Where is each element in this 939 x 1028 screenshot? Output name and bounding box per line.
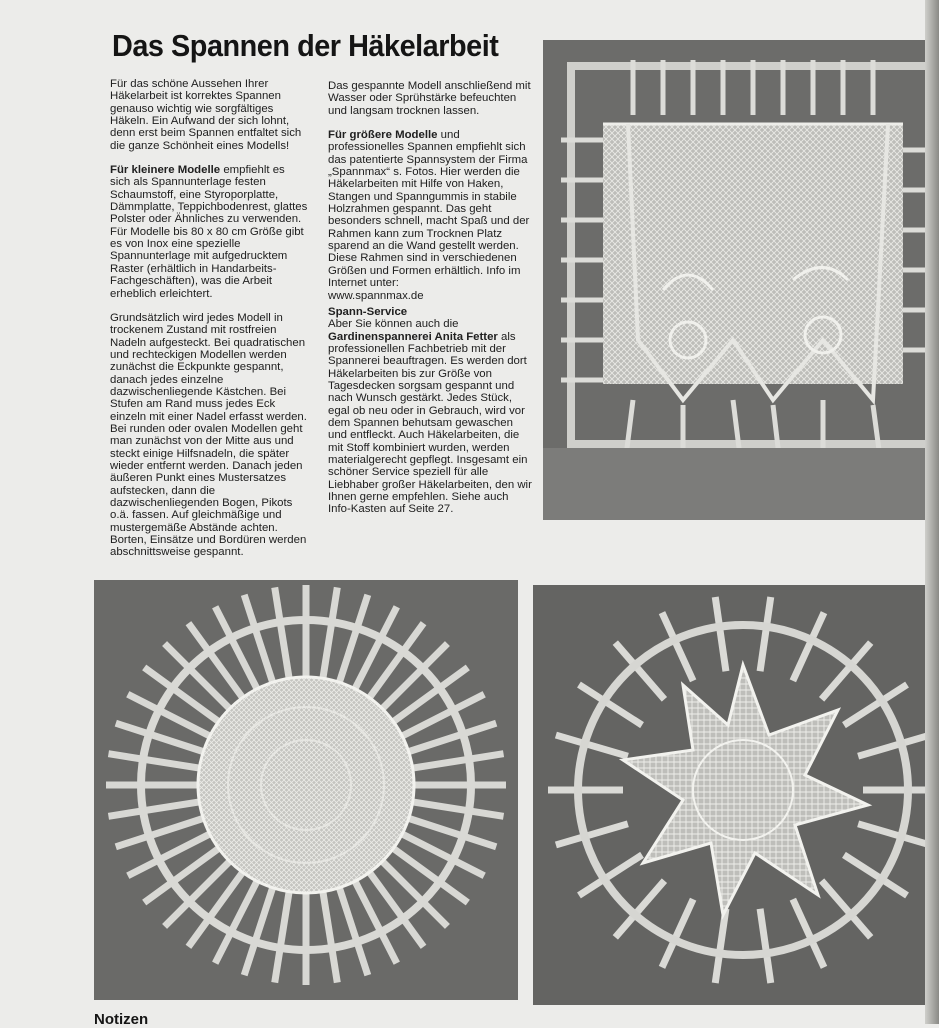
page-title: Das Spannen der Häkelarbeit [112,28,499,63]
service-text-pre: Aber Sie können auch die [328,318,459,331]
basics-paragraph: Grundsätzlich wird jedes Modell in trockenem Zustand mit rostfreien Nadeln aufgesteckt. Bei quadratischen und rechteckigen Modellen werden zunächst die Eckpunkte gespannt, danach jedes einzelne dazwischenliegende Kästchen. Bei Stufen am Rand muss jedes Eck einzeln mit einer Nadel erfasst werden. Bei runden oder ovalen Modellen geht man zunächst von der Mitte aus und steckt einige Hilfsnadeln, die später wieder entfernt werden. Danach jeden äußeren Punkt eines Mustersatzes aufstecken, dann die dazwischenliegenden Bogen, Pikots o.ä. fassen. Auf gleichmäßige und mustergemäße Abstände achten. Borten, Einsätze und Bordüren werden abschnittsweise gespannt. [110,311,307,559]
curtain-frame-photo [543,40,939,520]
right-column [328,80,533,528]
page-edge-shadow [925,0,939,1024]
large-models-heading: Für größere Modelle [328,129,438,142]
large-models-paragraph [328,129,533,289]
curtain-frame-image [543,40,939,520]
star-doily-photo [533,585,939,1005]
notes-heading: Notizen [94,1011,149,1028]
large-models-text: und professionelles Spannen empfiehlt sich das patentierte Spannsystem der Firma „Spannmax“ s. Fotos. Hier werden die Häkelarbeiten mit Hilfe von Haken, Stangen und Spanngummis in stabile Holzrahmen gespannt. Das geht besonders schnell, macht Spaß und der Rahmen kann zum Trocknen Platz sparend an die Wand gestellt werden. Diese Rahmen sind in verschiedenen Größen und Formen erhältlich. Info im Internet unter: [328,129,530,290]
website-link[interactable]: www.spannmax.de [328,289,424,302]
service-text-post: als professionellen Fachbetrieb mit der Spannerei beauftragen. Es werden dort Häkelarbeiten bis zur Größe von Tagesdecken sorgsam gespannt und nach Wunsch gestärkt. Jedes Stück, egal ob neu oder in Gebrauch, wird vor dem Spannen behutsam gewaschen und entfleckt. Auch Häkelarbeiten, die mit Stoff kombiniert wurden, werden materialgerecht gepflegt. Insgesamt ein schöner Service speziell für alle Liebhaber großer Häkelarbeiten, den wir Ihnen gerne empfehlen. Siehe auch Info-Kasten auf Seite 27. [328,330,532,516]
round-doily-image [94,580,518,1000]
small-models-text: empfiehlt es sich als Spannunterlage festen Schaumstoff, eine Styroporplatte, Dämmplatte, Teppichbodenrest, glattes Polster oder Ähnliches zu verwenden. Für Modelle bis 80 x 80 cm Größe gibt es von Inox eine spezielle Spannunterlage mit aufgedrucktem Raster (erhältlich in Handarbeits-Fachgeschäften), was die Arbeit erheblich erleichtert. [110,164,308,300]
service-paragraph [328,306,533,516]
left-column [110,78,308,571]
service-company: Gardinenspannerei Anita Fetter [328,330,498,343]
star-doily-image [533,585,939,1005]
intro-paragraph: Für das schöne Aussehen Ihrer Häkelarbeit ist korrektes Spannen genauso wichtig wie sorgfältiges Häkeln. Ein Aufwand der sich lohnt, denn erst beim Spannen entfaltet sich die ganze Schönheit eines Modells! [110,78,302,152]
service-heading: Spann-Service [328,305,408,318]
small-models-paragraph [110,164,308,300]
moisten-paragraph: Das gespannte Modell anschließend mit Wasser oder Sprühstärke befeuchten und langsam trocknen lassen. [328,80,531,117]
round-doily-photo [94,580,518,1000]
small-models-heading: Für kleinere Modelle [110,164,221,177]
